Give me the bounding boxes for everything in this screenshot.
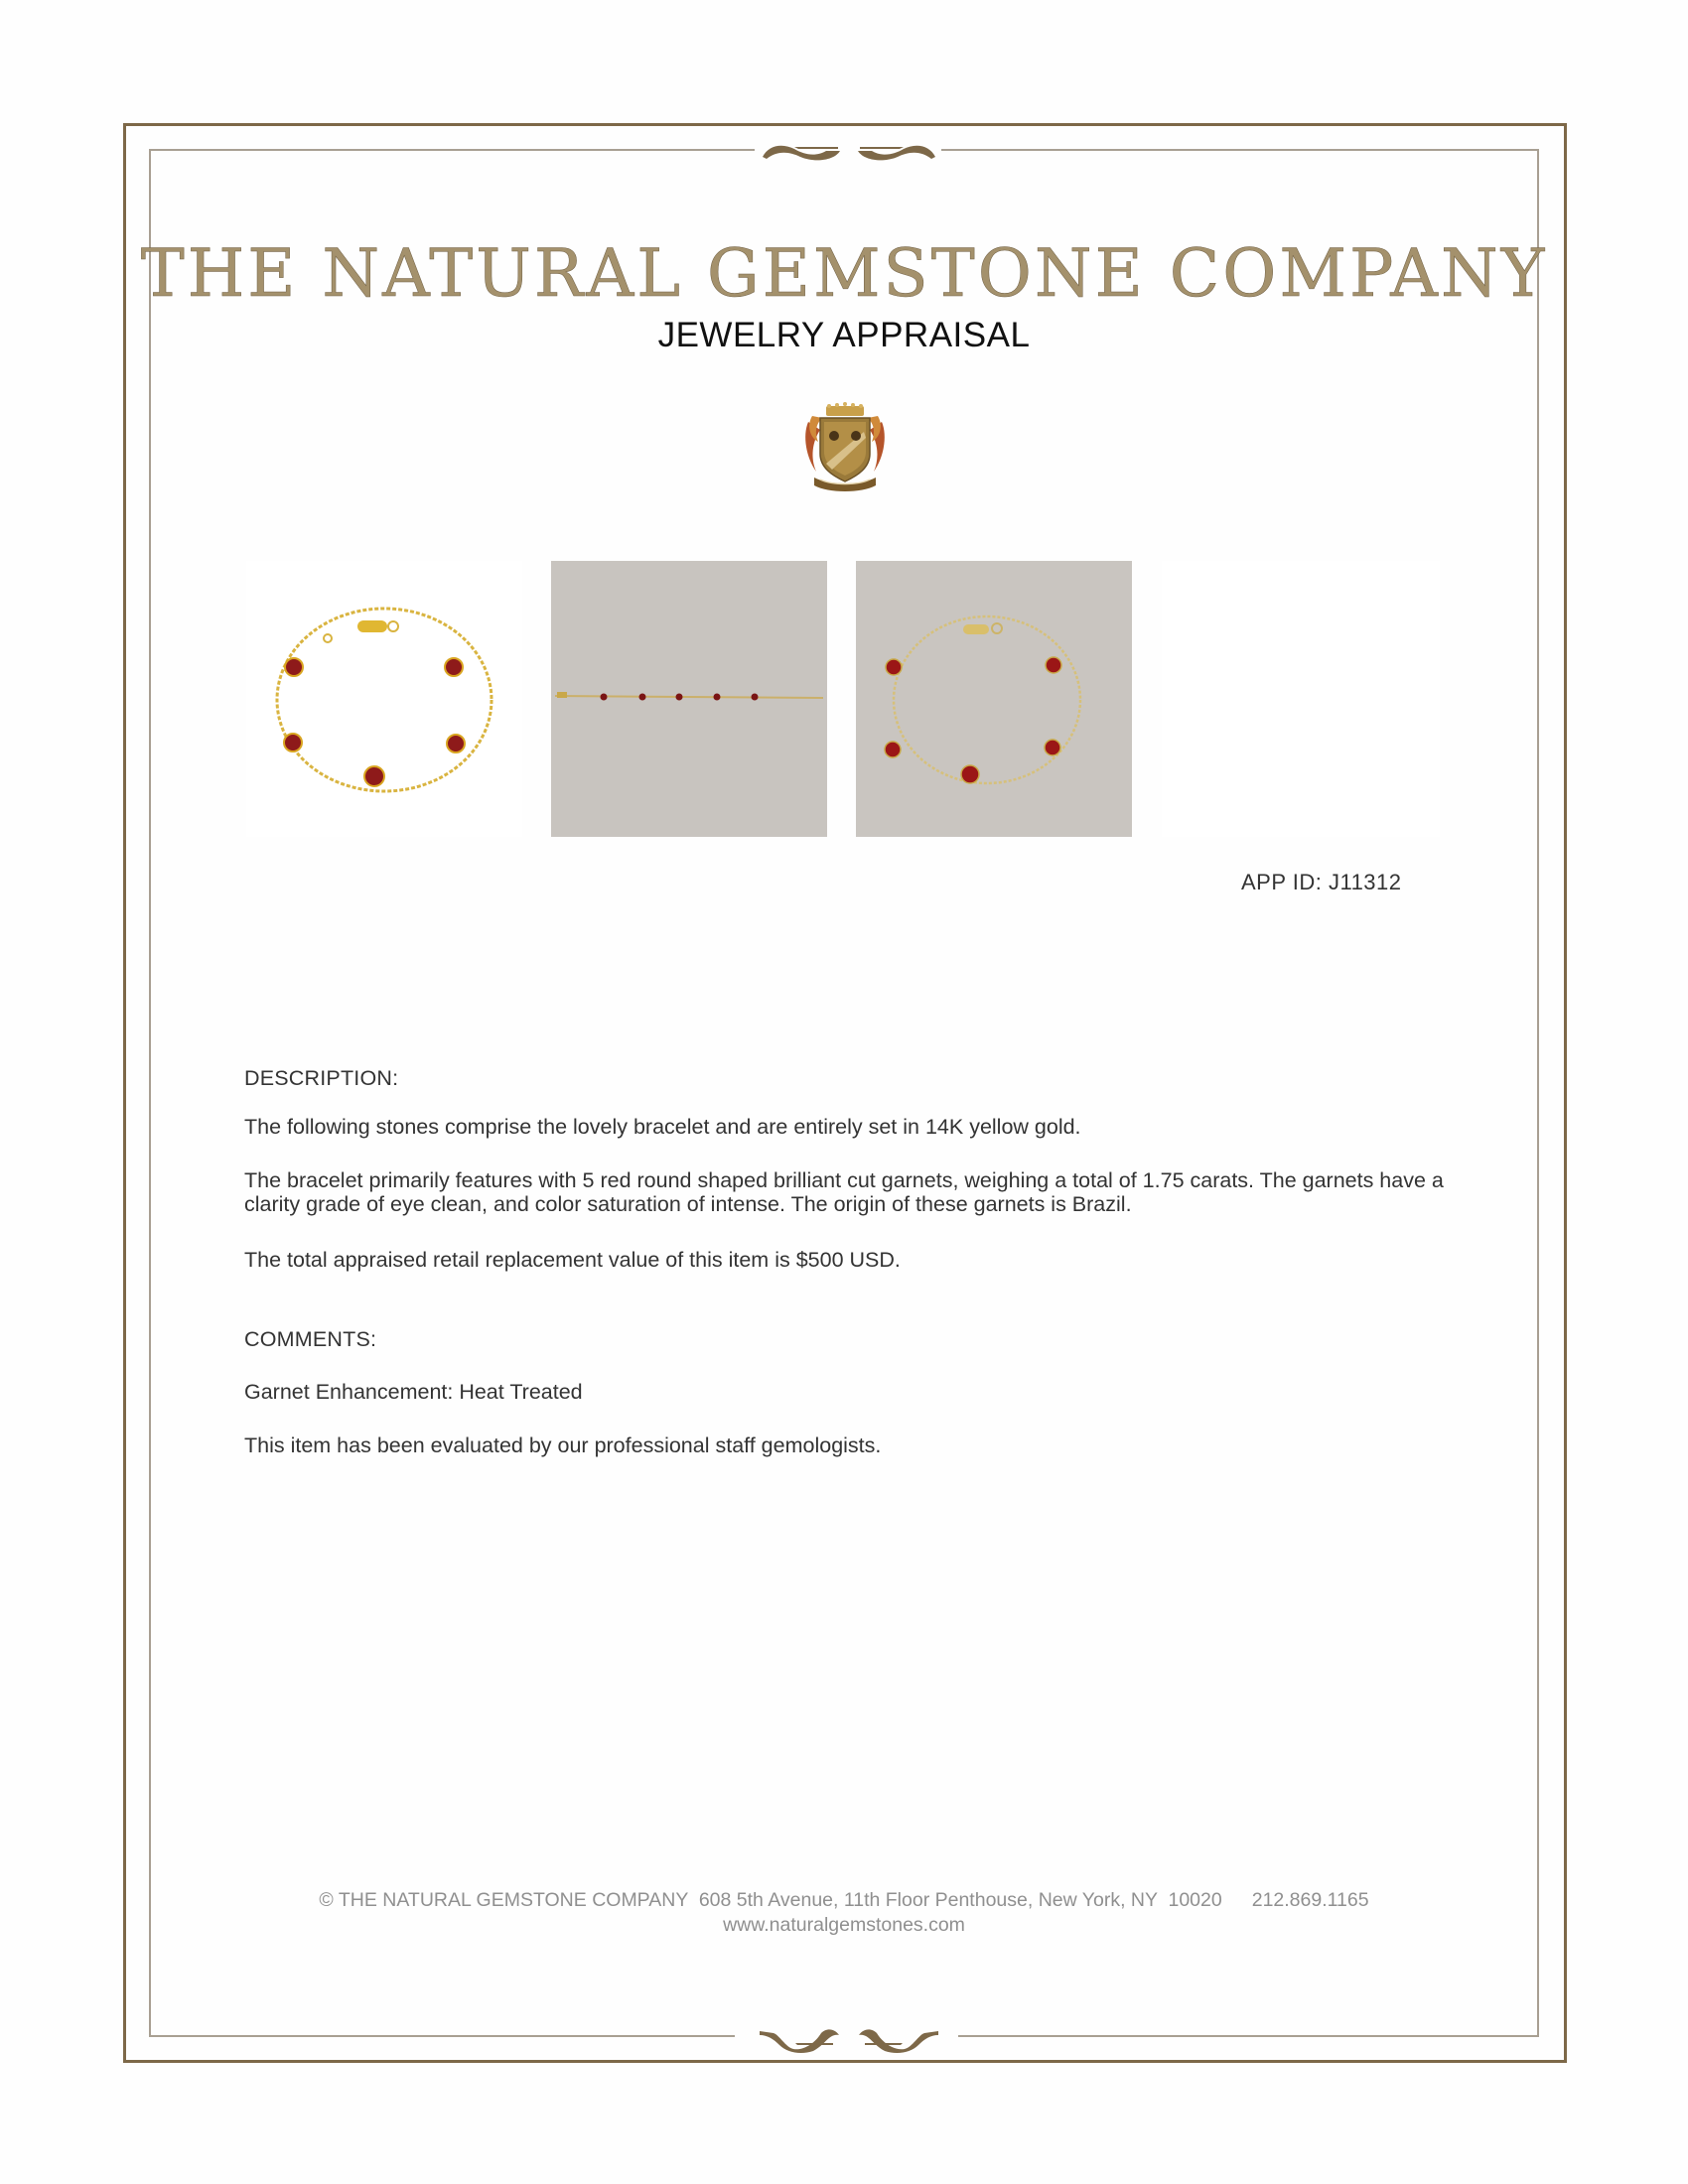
inner-frame-right-line [1537,149,1539,2037]
heraldic-crest-logo-icon [802,402,888,493]
flourish-ornament-icon [750,2023,948,2055]
inner-frame-left-line [149,149,151,2037]
comment-enhancement: Garnet Enhancement: Heat Treated [244,1380,583,1404]
appraised-value-paragraph: The total appraised retail replacement value of this item is $500 USD. [244,1248,901,1272]
footer-website-link[interactable]: www.naturalgemstones.com [723,1914,965,1936]
inner-frame-bottom-left-line [149,2035,735,2037]
description-paragraph: The bracelet primarily features with 5 red round shaped brilliant cut garnets, weighing a total of 1.75 carats. The garnets have a clarity grade of eye clean, and color saturation of intense. The origin of these garnets is Brazil. [244,1168,1444,1216]
inner-frame-bottom-right-line [958,2035,1539,2037]
bracelet-studio-photo[interactable] [246,561,522,837]
footer-phone: 212.869.1165 [1251,1889,1369,1911]
document-type-title: JEWELRY APPRAISAL [657,316,1031,354]
bracelet-image-icon [551,561,827,837]
inner-frame-top-right-line [941,149,1539,151]
appraisal-id: APP ID: J11312 [1241,870,1402,894]
comment-evaluation: This item has been evaluated by our professional staff gemologists. [244,1433,882,1457]
company-title: THE NATURAL GEMSTONE COMPANY [140,235,1548,312]
bracelet-loop-photo[interactable] [856,561,1132,837]
description-paragraph: The following stones comprise the lovely bracelet and are entirely set in 14K yellow gold. [244,1115,1081,1139]
comments-heading: COMMENTS: [244,1327,377,1351]
flourish-ornament-icon [755,135,943,163]
footer-copyright-address: © THE NATURAL GEMSTONE COMPANY 608 5th Avenue, 11th Floor Penthouse, New York, NY 10020 [319,1889,1222,1911]
bracelet-image-icon [246,561,522,837]
description-heading: DESCRIPTION: [244,1066,399,1090]
bracelet-image-icon [856,561,1132,837]
bracelet-flat-photo[interactable] [551,561,827,837]
footer-address-line [0,1889,1688,1912]
inner-frame-top-left-line [149,149,755,151]
empty-photo-slot [1162,561,1440,837]
